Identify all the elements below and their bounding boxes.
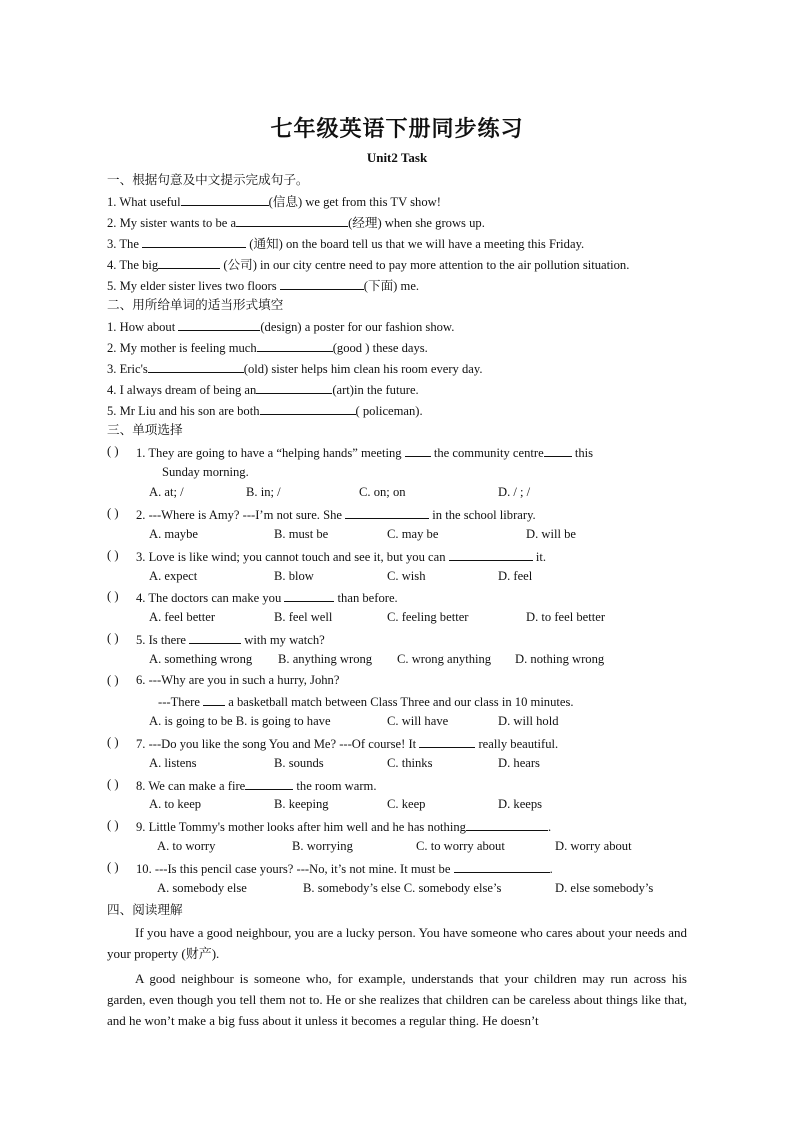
section2-item-3: 3. Eric's (old) sister helps him clean his room every day. [107,362,483,376]
section4-heading: 四、阅读理解 [107,902,183,917]
section1-item-3: 3. The (通知) on the board tell us that we will have a meeting this Friday. [107,237,585,251]
answer-blank[interactable] [236,214,348,227]
page-title: 七年级英语下册同步练习 [270,116,524,142]
answer-paren[interactable]: ( ) [107,589,119,603]
q2-option-c[interactable]: C. may be [387,527,439,541]
q4-option-b[interactable]: B. feel well [274,610,333,624]
answer-blank[interactable] [148,360,244,373]
question-5: 5. Is there with my watch? [136,633,325,647]
q3-option-b[interactable]: B. blow [274,569,314,583]
answer-blank[interactable] [466,818,548,831]
question-6-continuation: ---There a basketball match between Class Three and our class in 10 minutes. [158,695,574,709]
question-8: 8. We can make a fire the room warm. [136,779,377,793]
section1-item-5: 5. My elder sister lives two floors (下面) me. [107,279,420,293]
answer-paren[interactable]: ( ) [107,548,119,562]
passage-paragraph-2: A good neighbour is someone who, for example, understands that your children may run across his garden, even though you tell them not to. He or she realizes that children can be careless about things like that, and he won’t make a big fuss about it unless it becomes a regular thing. He doesn’t [107,971,687,1028]
question-10: 10. ---Is this pencil case yours? ---No, it’s not mine. It must be . [136,862,553,876]
q7-option-d[interactable]: D. hears [498,756,540,770]
q6-option-ab[interactable]: A. is going to be B. is going to have [149,714,331,728]
q2-option-d[interactable]: D. will be [526,527,577,541]
section1-item-1: 1. What useful (信息) we get from this TV show! [107,195,441,209]
q1-option-c[interactable]: C. on; on [359,485,406,499]
answer-blank[interactable] [544,444,572,457]
answer-paren[interactable]: ( ) [107,777,119,791]
q4-option-c[interactable]: C. feeling better [387,610,469,624]
section1-heading: 一、根据句意及中文提示完成句子。 [107,172,309,187]
answer-blank[interactable] [178,318,260,331]
q1-option-d[interactable]: D. / ; / [498,485,531,499]
answer-paren[interactable]: ( ) [107,631,119,645]
q9-option-d[interactable]: D. worry about [555,839,632,853]
answer-blank[interactable] [256,381,332,394]
answer-blank[interactable] [284,589,334,602]
q3-option-a[interactable]: A. expect [149,569,198,583]
q4-option-a[interactable]: A. feel better [149,610,216,624]
section1-item-4: 4. The big (公司) in our city centre need to pay more attention to the air pollution situation. [107,258,630,272]
section1-item-2: 2. My sister wants to be a (经理) when she grows up. [107,216,485,230]
answer-blank[interactable] [454,860,550,873]
answer-blank[interactable] [189,631,241,644]
q10-option-a[interactable]: A. somebody else [157,881,247,895]
answer-blank[interactable] [260,402,356,415]
section2-heading: 二、用所给单词的适当形式填空 [107,297,284,312]
answer-paren[interactable]: ( ) [107,735,119,749]
q6-option-c[interactable]: C. will have [387,714,449,728]
q8-option-d[interactable]: D. keeps [498,797,543,811]
q1-option-b[interactable]: B. in; / [246,485,281,499]
q8-option-b[interactable]: B. keeping [274,797,329,811]
section2-item-1: 1. How about (design) a poster for our fashion show. [107,320,455,334]
answer-paren[interactable]: ( ) [107,444,119,458]
q5-option-c[interactable]: C. wrong anything [397,652,492,666]
q7-option-a[interactable]: A. listens [149,756,197,770]
reading-passage [107,922,687,1031]
question-2: 2. ---Where is Amy? ---I’m not sure. She in the school library. [136,508,536,522]
question-1-continuation: Sunday morning. [162,465,249,479]
answer-paren[interactable]: ( ) [107,818,119,832]
answer-blank[interactable] [181,193,269,206]
q8-option-a[interactable]: A. to keep [149,797,202,811]
question-6: 6. ---Why are you in such a hurry, John? [136,673,340,687]
question-9: 9. Little Tommy's mother looks after him well and he has nothing . [136,820,552,834]
q10-option-d[interactable]: D. else somebody’s [555,881,654,895]
q7-option-c[interactable]: C. thinks [387,756,433,770]
question-3: 3. Love is like wind; you cannot touch and see it, but you can it. [136,550,546,564]
answer-blank[interactable] [203,693,225,706]
answer-paren[interactable]: ( ) [107,506,119,520]
section2-item-4: 4. I always dream of being an (art)in the future. [107,383,419,397]
question-7: 7. ---Do you like the song You and Me? ---Of course! It really beautiful. [136,737,559,751]
q7-option-b[interactable]: B. sounds [274,756,324,770]
section2-item-5: 5. Mr Liu and his son are both ( policeman). [107,404,423,418]
q9-option-b[interactable]: B. worrying [292,839,353,853]
q3-option-d[interactable]: D. feel [498,569,533,583]
passage-paragraph-1: If you have a good neighbour, you are a lucky person. You have someone who cares about your needs and your property (财产). [107,925,687,961]
q5-option-d[interactable]: D. nothing wrong [515,652,605,666]
q2-option-b[interactable]: B. must be [274,527,329,541]
q9-option-c[interactable]: C. to worry about [416,839,505,853]
answer-blank[interactable] [419,735,475,748]
answer-blank[interactable] [257,339,333,352]
answer-blank[interactable] [142,235,246,248]
answer-paren[interactable]: ( ) [107,860,119,874]
q3-option-c[interactable]: C. wish [387,569,426,583]
q9-option-a[interactable]: A. to worry [157,839,216,853]
q10-option-bc[interactable]: B. somebody’s else C. somebody else’s [303,881,502,895]
answer-blank[interactable] [345,506,429,519]
q5-option-a[interactable]: A. something wrong [149,652,253,666]
question-4: 4. The doctors can make you than before. [136,591,398,605]
q2-option-a[interactable]: A. maybe [149,527,198,541]
q1-option-a[interactable]: A. at; / [149,485,184,499]
section2-item-2: 2. My mother is feeling much (good ) these days. [107,341,428,355]
answer-paren[interactable]: ( ) [107,673,119,687]
question-1: 1. They are going to have a “helping hands” meeting the community centre this [136,446,594,460]
q4-option-d[interactable]: D. to feel better [526,610,606,624]
answer-blank[interactable] [405,444,431,457]
q8-option-c[interactable]: C. keep [387,797,426,811]
answer-blank[interactable] [449,548,533,561]
page-subtitle: Unit2 Task [366,150,428,165]
q6-option-d[interactable]: D. will hold [498,714,559,728]
section3-heading: 三、单项选择 [107,422,183,437]
answer-blank[interactable] [280,277,364,290]
q5-option-b[interactable]: B. anything wrong [278,652,373,666]
answer-blank[interactable] [245,777,293,790]
answer-blank[interactable] [158,256,220,269]
